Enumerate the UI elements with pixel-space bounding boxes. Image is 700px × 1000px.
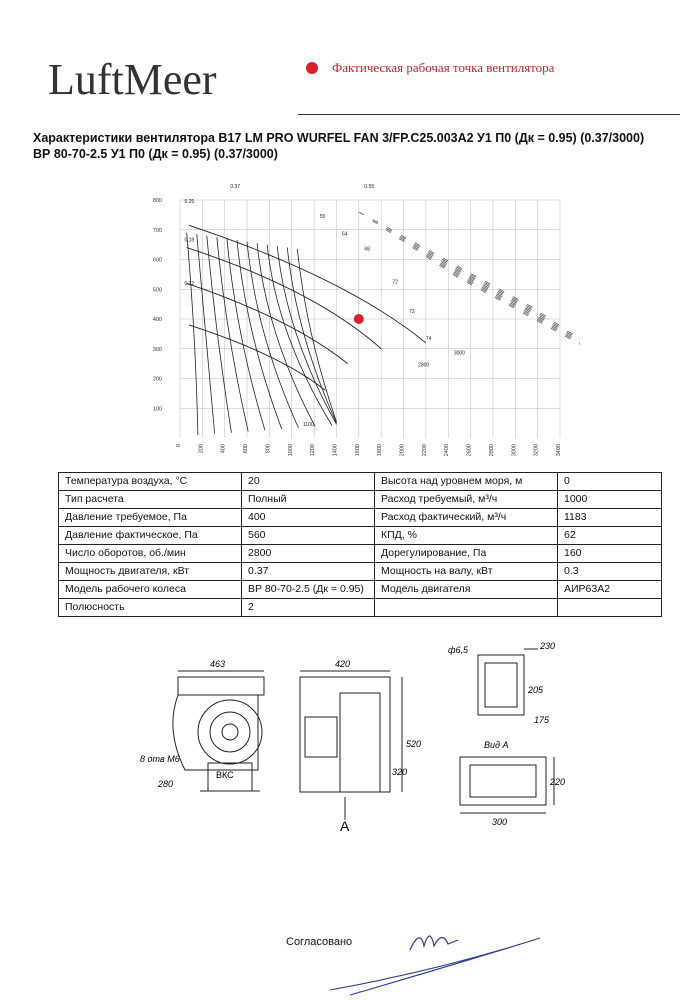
operating-point-marker: [354, 314, 364, 324]
table-row: [59, 599, 662, 617]
efficiency-label: 68: [364, 246, 370, 253]
operating-point-legend: [306, 60, 554, 76]
header-divider: [298, 114, 680, 115]
dim-300: 300: [492, 817, 508, 827]
dim-280: 280: [158, 779, 174, 789]
efficiency-label: 74: [425, 335, 432, 342]
table-cell: КПД, %: [375, 527, 558, 545]
table-cell: 1000: [558, 491, 662, 509]
dim-463: 463: [210, 659, 226, 669]
table-cell: 160: [558, 545, 662, 563]
dim-holes: 8 отв М6: [140, 754, 180, 764]
y-tick-label: 500: [152, 287, 162, 294]
x-tick-label: 400: [220, 444, 227, 454]
x-tick-label: 2800: [488, 444, 495, 457]
table-row: [59, 581, 662, 599]
table-cell: 2: [242, 599, 375, 617]
table-cell: 62: [558, 527, 662, 545]
speed-label: 3000: [453, 350, 465, 357]
x-tick-label: 800: [265, 444, 272, 454]
page-title: [33, 130, 683, 162]
dim-420: 420: [335, 659, 351, 669]
view-label: Вид А: [484, 740, 509, 750]
title-line-2: ВР 80-70-2.5 У1 П0 (Дк = 0.95) (0.37/3000): [33, 147, 278, 161]
x-tick-label: 600: [243, 444, 250, 454]
y-tick-label: 800: [152, 198, 162, 204]
speed-label: 1100: [302, 422, 314, 429]
chart-curves: [187, 212, 580, 435]
table-cell: 560: [242, 527, 375, 545]
power-label: 0.37: [230, 184, 241, 191]
table-cell: 1183: [558, 509, 662, 527]
x-tick-label: 1800: [377, 444, 384, 457]
table-cell: Высота над уровнем моря, м: [375, 473, 558, 491]
dim-230: 230: [540, 641, 556, 651]
table-cell: Модель двигателя: [375, 581, 558, 599]
table-cell: Модель рабочего колеса: [59, 581, 242, 599]
table-cell: Тип расчета: [59, 491, 242, 509]
x-tick-label: 2400: [444, 444, 451, 457]
y-axis-ticks: [153, 198, 162, 412]
table-cell: [375, 599, 558, 617]
y-tick-label: 400: [152, 317, 162, 323]
efficiency-dashed-line: [426, 257, 580, 355]
x-tick-label: 1000: [287, 444, 294, 457]
x-tick-label: 3000: [511, 444, 518, 457]
table-cell: Температура воздуха, °С: [59, 473, 242, 491]
title-line-1: Характеристики вентилятора В17 LM PRO WURFEL FAN 3/FP.C25.003A2 У1 П0 (Дк = 0.95) (0.37/3000): [33, 131, 645, 145]
x-tick-label: 2600: [466, 444, 473, 457]
dim-320: 320: [392, 767, 408, 777]
x-tick-label: 3200: [533, 444, 540, 457]
efficiency-dashed-line: [372, 221, 551, 319]
x-tick-label: 2000: [399, 444, 406, 457]
table-cell: Полный: [242, 491, 375, 509]
table-cell: Расход требуемый, м³/ч: [375, 491, 558, 509]
arrow-label: А: [340, 818, 350, 834]
chart-grid: [180, 200, 560, 438]
fan-performance-chart: [140, 180, 580, 460]
table-cell: 0.37: [242, 563, 375, 581]
signature: [320, 920, 550, 1000]
table-cell: Полюсность: [59, 599, 242, 617]
table-row: [59, 473, 662, 491]
efficiency-label: 72: [392, 279, 398, 286]
speed-curve: [187, 233, 198, 435]
motor-mark: ВКС: [216, 770, 234, 780]
speed-curve: [297, 249, 336, 422]
table-cell: Мощность двигателя, кВт: [59, 563, 242, 581]
y-tick-label: 700: [152, 227, 162, 234]
y-tick-label: 200: [152, 376, 162, 383]
dim-phi: ф6,5: [448, 645, 469, 655]
speed-curve: [217, 237, 248, 431]
x-tick-label: 1600: [354, 444, 361, 457]
pressure-curve: [187, 283, 348, 363]
luftmeer-logo: [48, 42, 288, 110]
x-tick-label: 2200: [421, 444, 428, 457]
x-tick-label: 3400: [556, 444, 562, 457]
efficiency-label: 73: [409, 309, 415, 316]
side-view: [300, 671, 402, 820]
table-row: [59, 527, 662, 545]
flange-view: [478, 649, 538, 715]
speed-curve: [207, 236, 232, 433]
table-cell: ВР 80-70-2.5 (Дк = 0.95): [242, 581, 375, 599]
table-cell: Мощность на валу, кВт: [375, 563, 558, 581]
power-label: 0.55: [364, 184, 375, 191]
speed-curve: [277, 246, 336, 424]
table-cell: Число оборотов, об./мин: [59, 545, 242, 563]
dimension-drawing: [140, 635, 580, 840]
dim-175: 175: [534, 715, 550, 725]
pressure-curve: [187, 248, 381, 349]
table-cell: Давление требуемое, Па: [59, 509, 242, 527]
power-label: 0.12: [184, 280, 195, 287]
power-label: 0.18: [184, 237, 195, 244]
curve-labels: [184, 184, 465, 428]
table-row: [59, 509, 662, 527]
approved-label: Согласовано: [286, 936, 353, 948]
x-tick-label: 1400: [332, 444, 339, 457]
table-cell: Давление фактическое, Па: [59, 527, 242, 545]
efficiency-label: 64: [342, 231, 348, 238]
speed-label: 2800: [418, 362, 430, 369]
legend-label: Фактическая рабочая точка вентилятора: [332, 60, 555, 75]
table-cell: 2800: [242, 545, 375, 563]
x-tick-label: 0: [176, 444, 182, 448]
dim-220: 220: [550, 777, 566, 787]
base-view: [460, 757, 554, 813]
x-axis-ticks: [176, 444, 562, 456]
speed-curve: [247, 242, 298, 428]
dim-520: 520: [406, 739, 422, 749]
table-cell: Расход фактический, м³/ч: [375, 509, 558, 527]
table-cell: 400: [242, 509, 375, 527]
table-row: [59, 563, 662, 581]
parameters-table: [58, 472, 662, 617]
logo-text: LuftMeer: [48, 55, 217, 104]
table-row: [59, 545, 662, 563]
y-tick-label: 300: [152, 346, 162, 353]
power-label: 0.25: [184, 198, 195, 205]
speed-curve: [267, 245, 332, 429]
table-cell: 20: [242, 473, 375, 491]
dim-205: 205: [528, 685, 544, 695]
table-cell: Дорегулирование, Па: [375, 545, 558, 563]
operating-point-dot-icon: [306, 62, 318, 74]
efficiency-label: 55: [319, 213, 326, 220]
speed-curve: [197, 234, 215, 434]
x-tick-label: 1200: [310, 444, 317, 457]
table-cell: 0.3: [558, 563, 662, 581]
table-cell: [558, 599, 662, 617]
table-row: [59, 491, 662, 509]
x-tick-label: 200: [198, 444, 205, 454]
table-cell: 0: [558, 473, 662, 491]
y-tick-label: 600: [152, 257, 162, 264]
table-cell: АИР63А2: [558, 581, 662, 599]
y-tick-label: 100: [152, 406, 162, 413]
speed-curve: [227, 239, 265, 431]
